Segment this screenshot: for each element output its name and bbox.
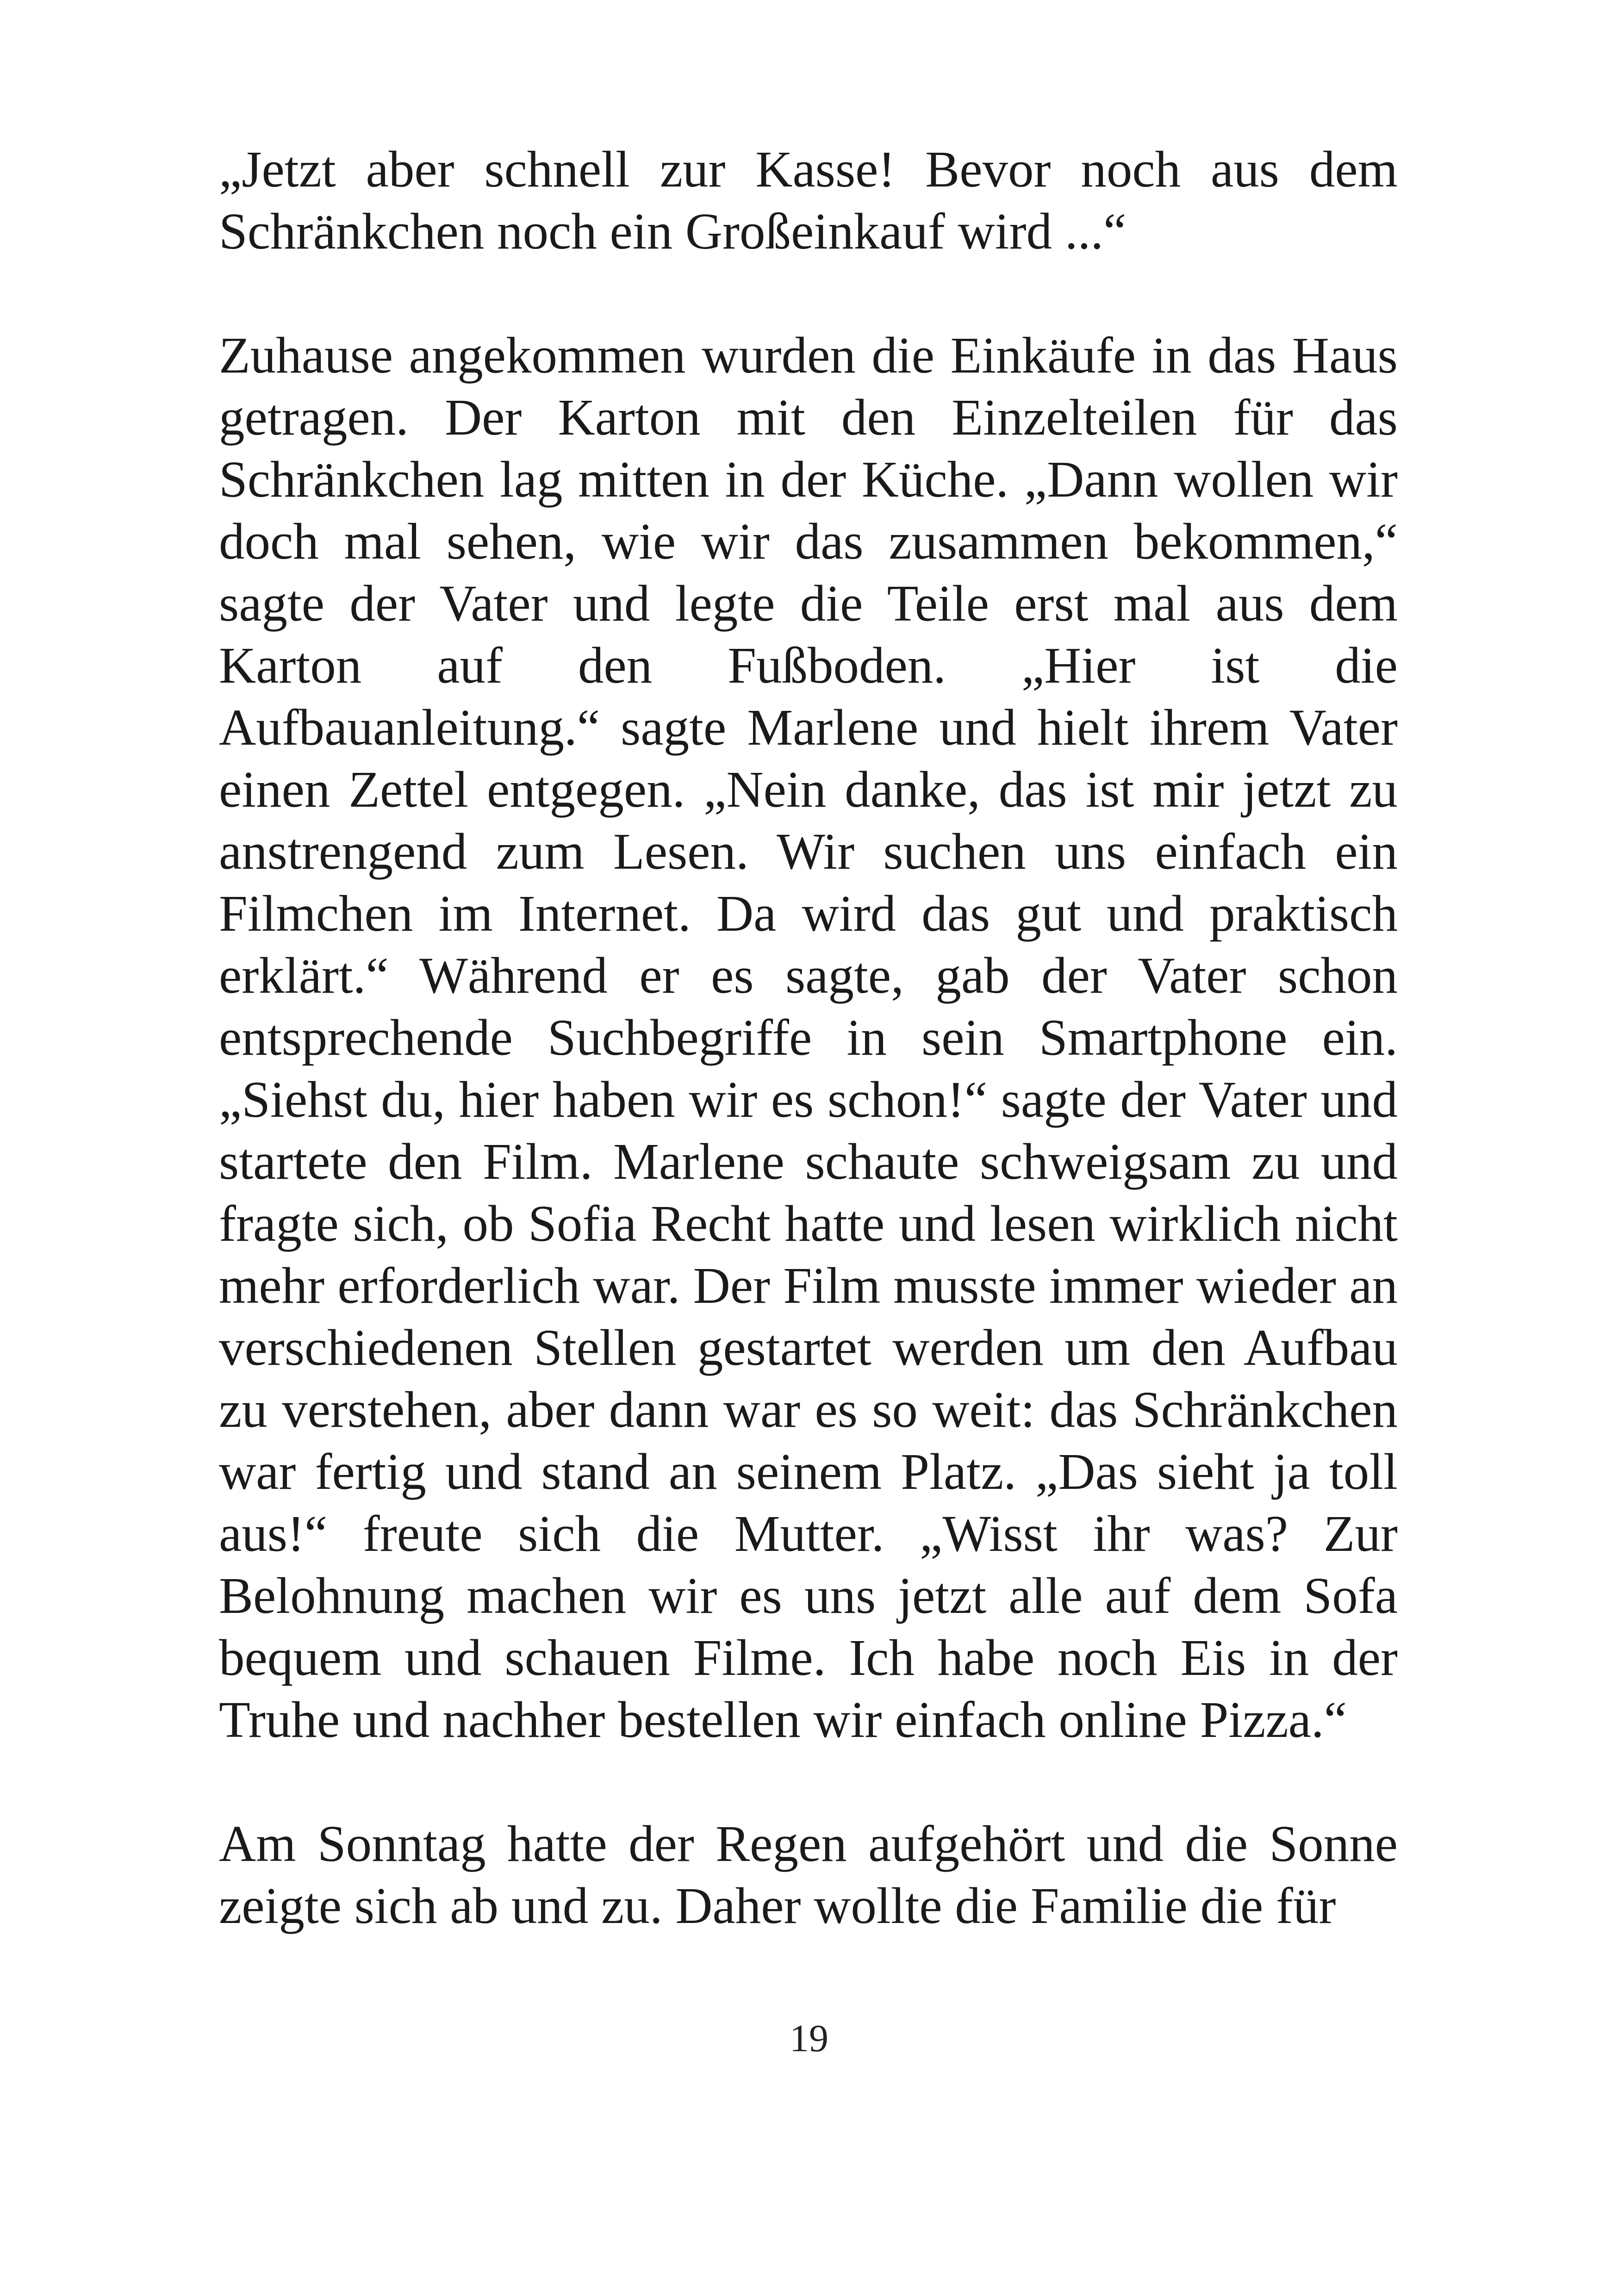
paragraph-sunday: Am Sonntag hatte der Regen aufgehört und die Sonne zeigte sich ab und zu. Daher wollte die Familie die für	[219, 1816, 1398, 1935]
paragraph-checkout-quote: „Jetzt aber schnell zur Kasse! Bevor noch aus dem Schränkchen noch ein Großeinkauf wird ...“	[219, 141, 1398, 260]
page-number: 19	[790, 2017, 828, 2060]
paragraph-cabinet-assembly: Zuhause angekommen wurden die Einkäufe in das Haus getragen. Der Karton mit den Einzelteilen für das Schränkchen lag mitten in der Küche. „Dann wollen wir doch mal sehen, wie wir das zusammen bekommen,“ sagte der Vater und legte die Teile erst mal aus dem Karton auf den Fußboden. „Hier ist die Aufbauanleitung.“ sagte Marlene und hielt ihrem Vater einen Zettel entgegen. „Nein danke, das ist mir jetzt zu anstrengend zum Lesen. Wir suchen uns einfach ein Filmchen im Internet. Da wird das gut und praktisch erklärt.“ Während er es sagte, gab der Vater schon entsprechende Suchbegriffe in sein Smartphone ein. „Siehst du, hier haben wir es schon!“ sagte der Vater und startete den Film. Marlene schaute schweigsam zu und fragte sich, ob Sofia Recht hatte und lesen wirklich nicht mehr erforderlich war. Der Film musste immer wieder an verschiedenen Stellen gestartet werden um den Aufbau zu verstehen, aber dann war es so weit: das Schränkchen war fertig und stand an seinem Platz. „Das sieht ja toll aus!“ freute sich die Mutter. „Wisst ihr was? Zur Belohnung machen wir es uns jetzt alle auf dem Sofa bequem und schauen Filme. Ich habe noch Eis in der Truhe und nachher bestellen wir einfach online Pizza.“	[219, 327, 1398, 1748]
page-text-block	[219, 139, 1398, 1937]
